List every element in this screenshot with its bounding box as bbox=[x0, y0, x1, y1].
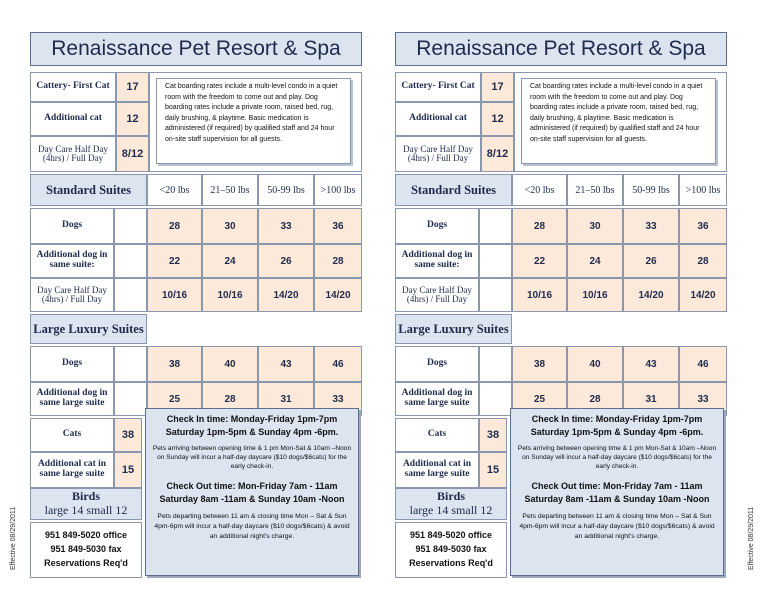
birds-prices: large 14 small 12 bbox=[44, 503, 128, 517]
price-cell: 10/16 bbox=[147, 278, 202, 312]
price-cell: 10/16 bbox=[512, 278, 567, 312]
price-cell: 36 bbox=[679, 208, 727, 244]
price-cell: 28 bbox=[147, 208, 202, 244]
cattery-first-cat-price: 17 bbox=[481, 72, 514, 102]
cattery-first-cat-price: 17 bbox=[116, 72, 149, 102]
standard-additional-dog-label: Additional dog in same suite: bbox=[30, 244, 114, 278]
additional-cat-label: Additional cat bbox=[30, 102, 116, 136]
weight-21-50: 21–50 lbs bbox=[202, 174, 258, 206]
price-cell: 43 bbox=[258, 346, 314, 382]
price-cell: 26 bbox=[623, 244, 679, 278]
weight-under-20: <20 lbs bbox=[147, 174, 202, 206]
price-cell: 28 bbox=[314, 244, 362, 278]
additional-cat-large-price: 15 bbox=[114, 452, 142, 488]
additional-cat-label: Additional cat bbox=[395, 102, 481, 136]
spacer bbox=[479, 208, 512, 244]
boarding-note: Cat boarding rates include a multi-level condo in a quiet room with the freedom to come out and play. Dog boarding rates include a private room, raised bed, rug, daily brushing, & playtime. Basic medication is administered (if required) by qualified staff and 24 hour on-site staff supervision for all guests. bbox=[521, 78, 716, 164]
weight-under-20: <20 lbs bbox=[512, 174, 567, 206]
price-cell: 40 bbox=[202, 346, 258, 382]
price-cell: 36 bbox=[314, 208, 362, 244]
standard-day-care-label: Day Care Half Day (4hrs) / Full Day bbox=[395, 278, 479, 312]
price-cell: 14/20 bbox=[314, 278, 362, 312]
rate-card-left bbox=[28, 28, 364, 580]
price-cell: 24 bbox=[202, 244, 258, 278]
check-out-note: Pets departing between 11 am & closing time Mon – Sat & Sun 4pm-6pm will incur a half-day daycare ($10 dogs/$6cats) & avoid an additional night's charge. bbox=[519, 512, 715, 540]
effective-date-left: Effective 08/29/2011 bbox=[10, 506, 17, 570]
effective-date-right: Effective 08/29/2011 bbox=[748, 506, 755, 570]
cattery-first-cat-label: Cattery- First Cat bbox=[395, 72, 481, 102]
spacer bbox=[479, 244, 512, 278]
price-cell: 14/20 bbox=[258, 278, 314, 312]
rate-card-right bbox=[393, 28, 729, 580]
standard-suites-header: Standard Suites bbox=[395, 174, 512, 206]
check-in-note: Pets arriving between opening time & 1 pm Mon-Sat & 10am –Noon on Sunday will incur a half-day daycare ($10 dogs/$6cats) for the early check-in. bbox=[517, 445, 717, 470]
check-in-line-2: Saturday 1pm-5pm & Sunday 4pm -6pm. bbox=[530, 427, 704, 438]
weight-50-99: 50-99 lbs bbox=[623, 174, 679, 206]
price-cell: 33 bbox=[258, 208, 314, 244]
reservations-note: Reservations Req'd bbox=[409, 557, 493, 568]
weight-over-100: >100 lbs bbox=[679, 174, 727, 206]
check-out-line-1: Check Out time: Mon-Friday 7am - 11am bbox=[166, 480, 338, 491]
check-out-line-1: Check Out time: Mon-Friday 7am - 11am bbox=[531, 480, 703, 491]
price-cell: 38 bbox=[512, 346, 567, 382]
birds-box bbox=[395, 488, 507, 520]
price-cell: 24 bbox=[567, 244, 623, 278]
standard-suites-header: Standard Suites bbox=[30, 174, 147, 206]
day-care-label: Day Care Half Day (4hrs) / Full Day bbox=[30, 136, 116, 172]
boarding-note: Cat boarding rates include a multi-level condo in a quiet room with the freedom to come out and play. Dog boarding rates include a private room, raised bed, rug, daily brushing, & playtime. Basic medication is administered (if required) by qualified staff and 24 hour on-site staff supervision for all guests. bbox=[156, 78, 351, 164]
price-cell: 22 bbox=[512, 244, 567, 278]
check-in-line-2: Saturday 1pm-5pm & Sunday 4pm -6pm. bbox=[165, 427, 339, 438]
additional-cat-large-label: Additional cat in same large suite bbox=[30, 452, 114, 488]
weight-50-99: 50-99 lbs bbox=[258, 174, 314, 206]
price-cell: 43 bbox=[623, 346, 679, 382]
additional-cat-large-price: 15 bbox=[479, 452, 507, 488]
contact-box bbox=[30, 522, 142, 578]
additional-cat-price: 12 bbox=[116, 102, 149, 136]
large-suites-header: Large Luxury Suites bbox=[395, 314, 512, 344]
additional-cat-large-label: Additional cat in same large suite bbox=[395, 452, 479, 488]
day-care-price: 8/12 bbox=[481, 136, 514, 172]
price-cell: 31 bbox=[623, 382, 679, 416]
large-additional-dog-label: Additional dog in same large suite bbox=[30, 382, 114, 416]
spacer bbox=[114, 244, 147, 278]
check-in-line-1: Check In time: Monday-Friday 1pm-7pm bbox=[531, 414, 703, 424]
check-out-line-2: Saturday 8am -11am & Sunday 10am -Noon bbox=[159, 493, 345, 504]
price-cell: 33 bbox=[679, 382, 727, 416]
fax-number: 951 849-5030 fax bbox=[50, 544, 122, 555]
price-cell: 14/20 bbox=[679, 278, 727, 312]
birds-label: Birds bbox=[71, 489, 100, 504]
price-cell: 30 bbox=[567, 208, 623, 244]
day-care-price: 8/12 bbox=[116, 136, 149, 172]
price-cell: 14/20 bbox=[623, 278, 679, 312]
day-care-label: Day Care Half Day (4hrs) / Full Day bbox=[395, 136, 481, 172]
cattery-first-cat-label: Cattery- First Cat bbox=[30, 72, 116, 102]
price-cell: 28 bbox=[567, 382, 623, 416]
cats-price: 38 bbox=[479, 418, 507, 452]
price-cell: 28 bbox=[512, 208, 567, 244]
price-cell: 25 bbox=[147, 382, 202, 416]
spacer bbox=[479, 382, 512, 416]
price-cell: 10/16 bbox=[567, 278, 623, 312]
reservations-note: Reservations Req'd bbox=[44, 557, 128, 568]
office-phone: 951 849-5020 office bbox=[44, 530, 128, 541]
standard-dogs-label: Dogs bbox=[395, 208, 479, 244]
spacer bbox=[114, 382, 147, 416]
spacer bbox=[114, 208, 147, 244]
page-title: Renaissance Pet Resort & Spa bbox=[395, 32, 727, 66]
check-in-out-box bbox=[510, 408, 724, 576]
spacer bbox=[114, 278, 147, 312]
cats-label: Cats bbox=[30, 418, 114, 452]
office-phone: 951 849-5020 office bbox=[409, 530, 493, 541]
spacer bbox=[114, 346, 147, 382]
check-in-line-1: Check In time: Monday-Friday 1pm-7pm bbox=[166, 414, 338, 424]
large-suites-header: Large Luxury Suites bbox=[30, 314, 147, 344]
check-out-line-2: Saturday 8am -11am & Sunday 10am -Noon bbox=[524, 493, 710, 504]
birds-label: Birds bbox=[436, 489, 465, 504]
standard-day-care-label: Day Care Half Day (4hrs) / Full Day bbox=[30, 278, 114, 312]
spacer bbox=[479, 346, 512, 382]
cats-label: Cats bbox=[395, 418, 479, 452]
price-cell: 10/16 bbox=[202, 278, 258, 312]
fax-number: 951 849-5030 fax bbox=[415, 544, 487, 555]
price-cell: 22 bbox=[147, 244, 202, 278]
standard-dogs-label: Dogs bbox=[30, 208, 114, 244]
spacer bbox=[479, 278, 512, 312]
price-cell: 30 bbox=[202, 208, 258, 244]
price-cell: 26 bbox=[258, 244, 314, 278]
large-dogs-label: Dogs bbox=[30, 346, 114, 382]
price-cell: 31 bbox=[258, 382, 314, 416]
price-cell: 33 bbox=[314, 382, 362, 416]
price-cell: 46 bbox=[679, 346, 727, 382]
price-cell: 33 bbox=[623, 208, 679, 244]
price-cell: 28 bbox=[202, 382, 258, 416]
weight-21-50: 21–50 lbs bbox=[567, 174, 623, 206]
price-cell: 25 bbox=[512, 382, 567, 416]
price-cell: 28 bbox=[679, 244, 727, 278]
weight-over-100: >100 lbs bbox=[314, 174, 362, 206]
birds-prices: large 14 small 12 bbox=[409, 503, 493, 517]
additional-cat-price: 12 bbox=[481, 102, 514, 136]
price-cell: 38 bbox=[147, 346, 202, 382]
price-cell: 46 bbox=[314, 346, 362, 382]
check-in-out-box bbox=[145, 408, 359, 576]
contact-box bbox=[395, 522, 507, 578]
price-cell: 40 bbox=[567, 346, 623, 382]
birds-box bbox=[30, 488, 142, 520]
check-in-note: Pets arriving between opening time & 1 pm Mon-Sat & 10am –Noon on Sunday will incur a half-day daycare ($10 dogs/$6cats) for the early check-in. bbox=[152, 445, 352, 470]
large-additional-dog-label: Additional dog in same large suite bbox=[395, 382, 479, 416]
check-out-note: Pets departing between 11 am & closing time Mon – Sat & Sun 4pm-6pm will incur a half-day daycare ($10 dogs/$6cats) & avoid an additional night's charge. bbox=[154, 512, 350, 540]
standard-additional-dog-label: Additional dog in same suite: bbox=[395, 244, 479, 278]
large-dogs-label: Dogs bbox=[395, 346, 479, 382]
page-title: Renaissance Pet Resort & Spa bbox=[30, 32, 362, 66]
cats-price: 38 bbox=[114, 418, 142, 452]
